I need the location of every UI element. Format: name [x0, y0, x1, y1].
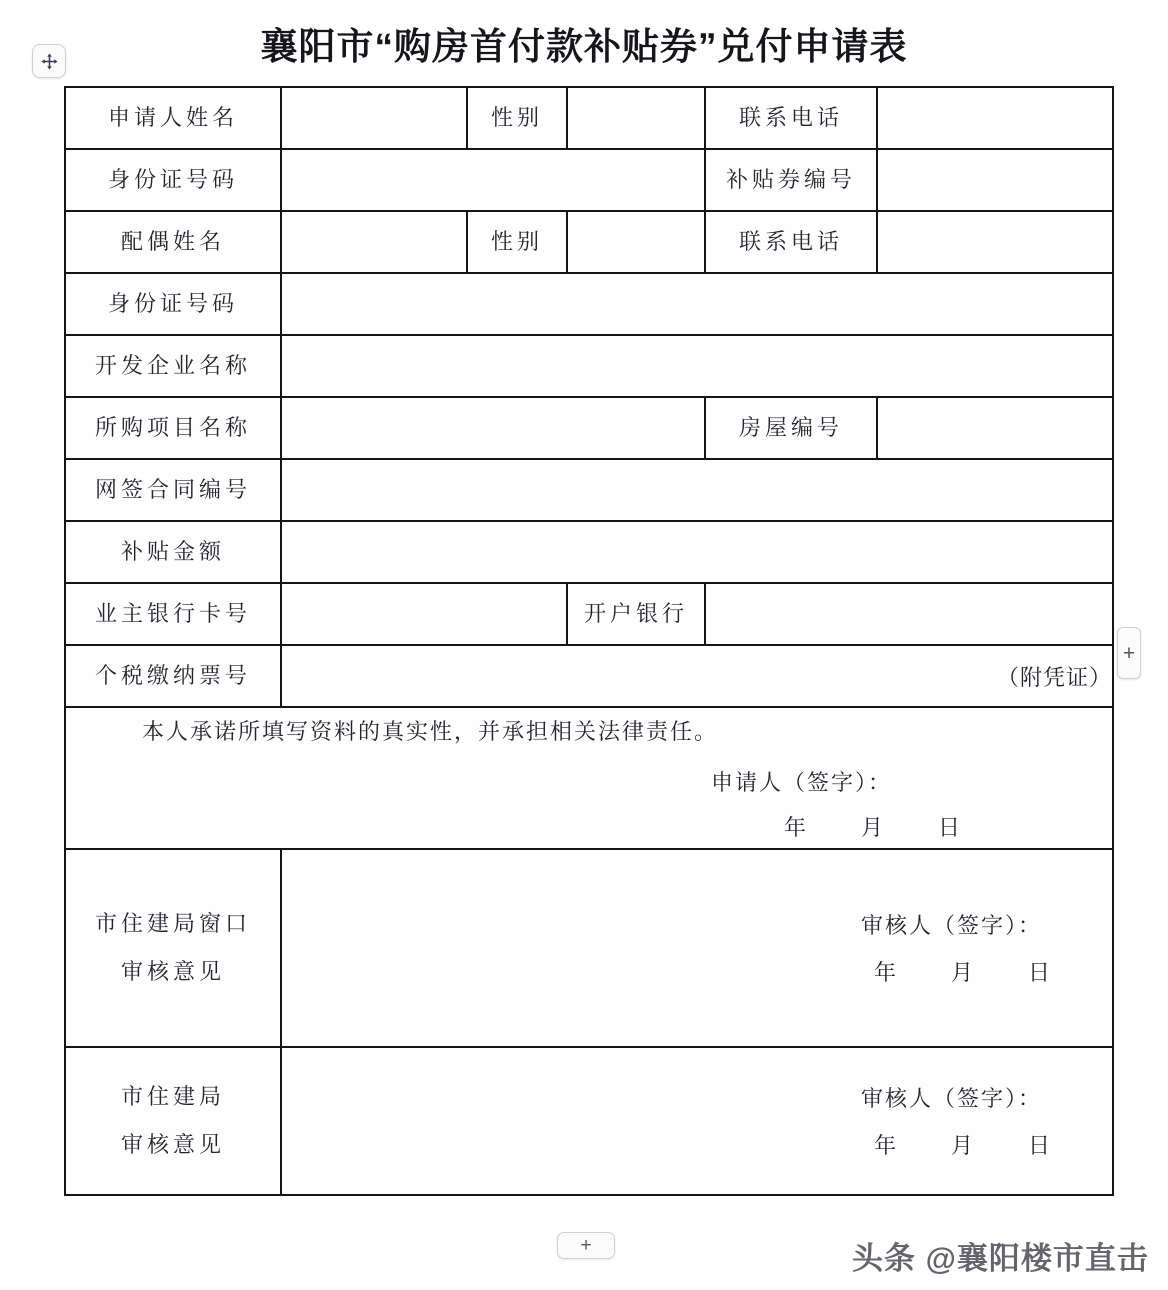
field-applicant-phone[interactable]	[877, 87, 1113, 149]
field-voucher-number[interactable]	[877, 149, 1113, 211]
field-audit-bureau-opinion[interactable]	[281, 1047, 1113, 1195]
label-audit-window-line1: 市住建局窗口	[94, 910, 251, 936]
audit-bureau-date-day: 日	[1027, 1133, 1052, 1158]
table-row-applicant-name	[65, 87, 1113, 149]
label-spouse-phone: 联系电话	[705, 211, 877, 273]
add-column-button[interactable]	[1117, 627, 1141, 679]
label-audit-window-line2: 审核意见	[120, 959, 225, 984]
table-row-spouse-name	[65, 211, 1113, 273]
field-bank-card[interactable]	[281, 583, 567, 645]
field-spouse-id[interactable]	[281, 273, 1113, 335]
plus-icon: +	[1122, 641, 1136, 665]
audit-bureau-date-month: 月	[950, 1133, 975, 1158]
label-audit-window	[65, 849, 281, 1047]
table-row-spouse-id	[65, 273, 1113, 335]
commitment-cell[interactable]	[65, 707, 1113, 849]
audit-window-date-day: 日	[1027, 960, 1052, 985]
table-row-tax-receipt	[65, 645, 1113, 707]
table-row-project-name	[65, 397, 1113, 459]
field-applicant-id[interactable]	[281, 149, 705, 211]
move-handle-icon	[40, 52, 59, 71]
field-audit-window-opinion[interactable]	[281, 849, 1113, 1047]
table-row-bank-card	[65, 583, 1113, 645]
field-applicant-gender[interactable]	[567, 87, 705, 149]
label-spouse-name: 配偶姓名	[65, 211, 281, 273]
audit-bureau-signature-label: 审核人（签字）：	[860, 1086, 1042, 1111]
commitment-statement: 本人承诺所填写资料的真实性，并承担相关法律责任。	[142, 718, 719, 744]
attachment-note: （附凭证）	[996, 664, 1112, 690]
audit-window-date-line	[282, 956, 1112, 987]
field-contract-number[interactable]	[281, 459, 1113, 521]
label-audit-bureau	[65, 1047, 281, 1195]
label-applicant-gender: 性别	[467, 87, 567, 149]
field-spouse-phone[interactable]	[877, 211, 1113, 273]
field-spouse-name[interactable]	[281, 211, 467, 273]
table-row-applicant-id	[65, 149, 1113, 211]
add-row-button[interactable]	[557, 1232, 615, 1259]
audit-bureau-date-year: 年	[873, 1133, 898, 1158]
watermark: 头条 @襄阳楼市直击	[852, 1241, 1149, 1276]
label-contract-number: 网签合同编号	[65, 459, 281, 521]
field-bank-name[interactable]	[705, 583, 1113, 645]
field-tax-receipt[interactable]	[281, 645, 1113, 707]
label-applicant-name: 申请人姓名	[65, 87, 281, 149]
label-spouse-gender: 性别	[467, 211, 567, 273]
commitment-date-year: 年	[783, 814, 808, 840]
table-row-developer-name	[65, 335, 1113, 397]
table-row-subsidy-amount	[65, 521, 1113, 583]
commitment-date-day: 日	[937, 814, 962, 840]
label-applicant-phone: 联系电话	[705, 87, 877, 149]
label-applicant-id: 身份证号码	[65, 149, 281, 211]
field-subsidy-amount[interactable]	[281, 521, 1113, 583]
table-row-contract-number	[65, 459, 1113, 521]
audit-window-signature-label: 审核人（签字）：	[860, 913, 1042, 938]
table-row-audit-window	[65, 849, 1113, 1047]
label-house-number: 房屋编号	[705, 397, 877, 459]
table-row-audit-bureau	[65, 1047, 1113, 1195]
table-row-commitment	[65, 707, 1113, 849]
field-house-number[interactable]	[877, 397, 1113, 459]
field-applicant-name[interactable]	[281, 87, 467, 149]
label-audit-bureau-line1: 市住建局	[120, 1083, 225, 1109]
label-voucher-number: 补贴券编号	[705, 149, 877, 211]
audit-bureau-date-line	[282, 1129, 1112, 1160]
plus-icon: +	[580, 1235, 592, 1256]
label-bank-card: 业主银行卡号	[65, 583, 281, 645]
label-tax-receipt: 个税缴纳票号	[65, 645, 281, 707]
page-title: 襄阳市“购房首付款补贴券”兑付申请表	[260, 26, 908, 67]
label-developer-name: 开发企业名称	[65, 335, 281, 397]
application-form-table	[64, 86, 1114, 1196]
field-developer-name[interactable]	[281, 335, 1113, 397]
commitment-date-line	[66, 811, 1112, 842]
field-spouse-gender[interactable]	[567, 211, 705, 273]
commitment-signature-label: 申请人（签字）：	[710, 769, 892, 795]
label-bank-name: 开户银行	[567, 583, 705, 645]
label-audit-bureau-line2: 审核意见	[120, 1132, 225, 1157]
commitment-date-month: 月	[860, 814, 885, 840]
label-spouse-id: 身份证号码	[65, 273, 281, 335]
label-subsidy-amount: 补贴金额	[65, 521, 281, 583]
field-project-name[interactable]	[281, 397, 705, 459]
audit-window-date-month: 月	[950, 960, 975, 985]
audit-window-date-year: 年	[873, 960, 898, 985]
label-project-name: 所购项目名称	[65, 397, 281, 459]
table-move-handle[interactable]	[32, 44, 66, 78]
